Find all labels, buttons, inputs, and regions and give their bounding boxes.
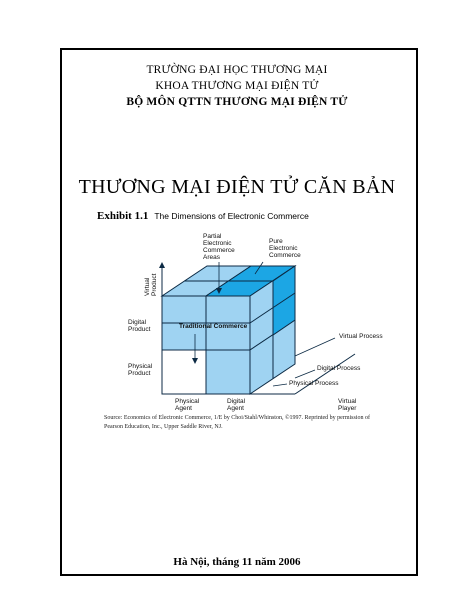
place-date: Hà Nội, tháng 11 năm 2006 bbox=[173, 556, 301, 568]
label-traditional-commerce: Traditional Commerce bbox=[179, 323, 248, 330]
university-name: TRƯỜNG ĐẠI HỌC THƯƠNG MẠI bbox=[146, 64, 328, 76]
department-name: BỘ MÔN QTTN THƯƠNG MẠI ĐIỆN TỬ bbox=[126, 96, 348, 108]
label-pure-2: Electronic bbox=[269, 245, 298, 252]
source-line-2: Pearson Education, Inc., Upper Saddle River, NJ. bbox=[104, 424, 223, 430]
ecommerce-dimensions-cube bbox=[95, 226, 415, 416]
label-physical-agent-2: Agent bbox=[175, 405, 192, 412]
exhibit-caption: The Dimensions of Electronic Commerce bbox=[154, 211, 309, 221]
label-virtual-product-1: Virtual bbox=[144, 277, 151, 296]
label-pure-3: Commerce bbox=[269, 252, 301, 259]
document-title: THƯƠNG MẠI ĐIỆN TỬ CĂN BẢN bbox=[78, 176, 396, 198]
label-partial-1: Partial bbox=[203, 233, 222, 240]
label-virtual-player-2: Player bbox=[338, 405, 357, 412]
label-digital-agent-2: Agent bbox=[227, 405, 244, 412]
label-pure-1: Pure bbox=[269, 238, 283, 245]
figure-source bbox=[104, 414, 404, 432]
label-physical-agent-1: Physical bbox=[175, 398, 200, 405]
label-digital-product-2: Product bbox=[128, 326, 151, 333]
label-virtual-player-1: Virtual bbox=[338, 398, 357, 405]
source-line-1: Source: Economics of Electronic Commerce, 1/E by Choi/Stahl/Whinston, ©1997. Reprinted by permission of bbox=[104, 415, 371, 421]
cube-front-face bbox=[162, 296, 250, 394]
faculty-name: KHOA THƯƠNG MẠI ĐIỆN TỬ bbox=[155, 80, 319, 92]
label-physical-process: Physical Process bbox=[289, 380, 339, 387]
label-partial-4: Areas bbox=[203, 254, 220, 261]
label-physical-product-1: Physical bbox=[128, 363, 153, 370]
label-virtual-process: Virtual Process bbox=[339, 333, 383, 340]
label-digital-process: Digital Process bbox=[317, 365, 361, 372]
label-partial-2: Electronic bbox=[203, 240, 232, 247]
axis-arrow-up bbox=[159, 262, 165, 268]
label-partial-3: Commerce bbox=[203, 247, 235, 254]
exhibit-heading bbox=[97, 210, 309, 222]
label-digital-product-1: Digital bbox=[128, 319, 147, 326]
label-digital-agent-1: Digital bbox=[227, 398, 246, 405]
label-physical-product-2: Product bbox=[128, 370, 151, 377]
label-virtual-product-2: Product bbox=[151, 273, 158, 296]
exhibit-number: Exhibit 1.1 bbox=[97, 210, 149, 222]
